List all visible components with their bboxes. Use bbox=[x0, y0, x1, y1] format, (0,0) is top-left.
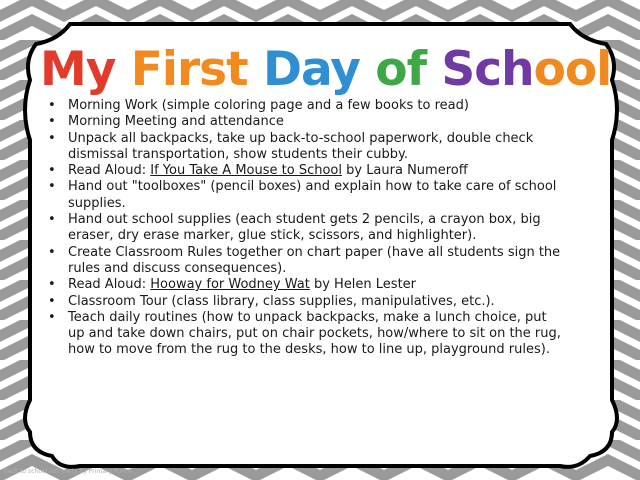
list-item bbox=[46, 245, 566, 278]
list-item-text: Create Classroom Rules together on chart paper (have all students sign the rules and discuss consequences). bbox=[68, 244, 561, 276]
list-item-text: Hand out "toolboxes" (pencil boxes) and explain how to take care of school supplies. bbox=[68, 179, 557, 211]
title-word-my: My bbox=[40, 42, 131, 97]
read-aloud-prefix: Read Aloud: bbox=[68, 277, 151, 293]
title-word-day: Day bbox=[262, 42, 376, 97]
title-word-school-a: Sch bbox=[441, 42, 534, 97]
list-item bbox=[46, 163, 566, 179]
list-item bbox=[46, 98, 566, 114]
list-item-text: Teach daily routines (how to unpack backpacks, make a lunch choice, put up and take down chairs, put on chair pockets, how/where to sit on the rug, how to move from the rug to the desks, how to line up, playground rules). bbox=[68, 309, 561, 358]
title-word-first: First bbox=[130, 42, 263, 97]
book-author: by Laura Numeroff bbox=[341, 163, 468, 179]
list-item-text: Classroom Tour (class library, class supplies, manipulatives, etc.). bbox=[68, 293, 495, 309]
list-item bbox=[46, 212, 566, 245]
list-item-text: Morning Meeting and attendance bbox=[68, 114, 284, 130]
book-title: If You Take A Mouse to School bbox=[150, 163, 342, 179]
list-item-text: Hand out school supplies (each student gets 2 pencils, a crayon box, big eraser, dry erase marker, glue stick, scissors, and highlighter). bbox=[68, 212, 541, 244]
list-item-text: Morning Work (simple coloring page and a few books to read) bbox=[68, 98, 469, 113]
read-aloud-prefix: Read Aloud: bbox=[68, 163, 151, 179]
list-item bbox=[46, 179, 566, 212]
title-word-school-b: ool bbox=[533, 42, 612, 97]
schedule-list bbox=[46, 98, 566, 359]
list-item bbox=[46, 277, 566, 293]
list-item bbox=[46, 310, 566, 359]
list-item bbox=[46, 131, 566, 164]
book-author: by Helen Lester bbox=[309, 277, 417, 293]
list-item-text: Unpack all backpacks, take up back-to-school paperwork, double check dismissal transportation, show students their cubby. bbox=[68, 130, 534, 162]
list-item bbox=[46, 294, 566, 310]
credit-text: back to school link party by Primary Punch bbox=[4, 468, 133, 475]
title-word-of: of bbox=[375, 42, 442, 97]
book-title: Hooway for Wodney Wat bbox=[150, 277, 310, 293]
list-item bbox=[46, 114, 566, 130]
page-title bbox=[40, 40, 612, 100]
